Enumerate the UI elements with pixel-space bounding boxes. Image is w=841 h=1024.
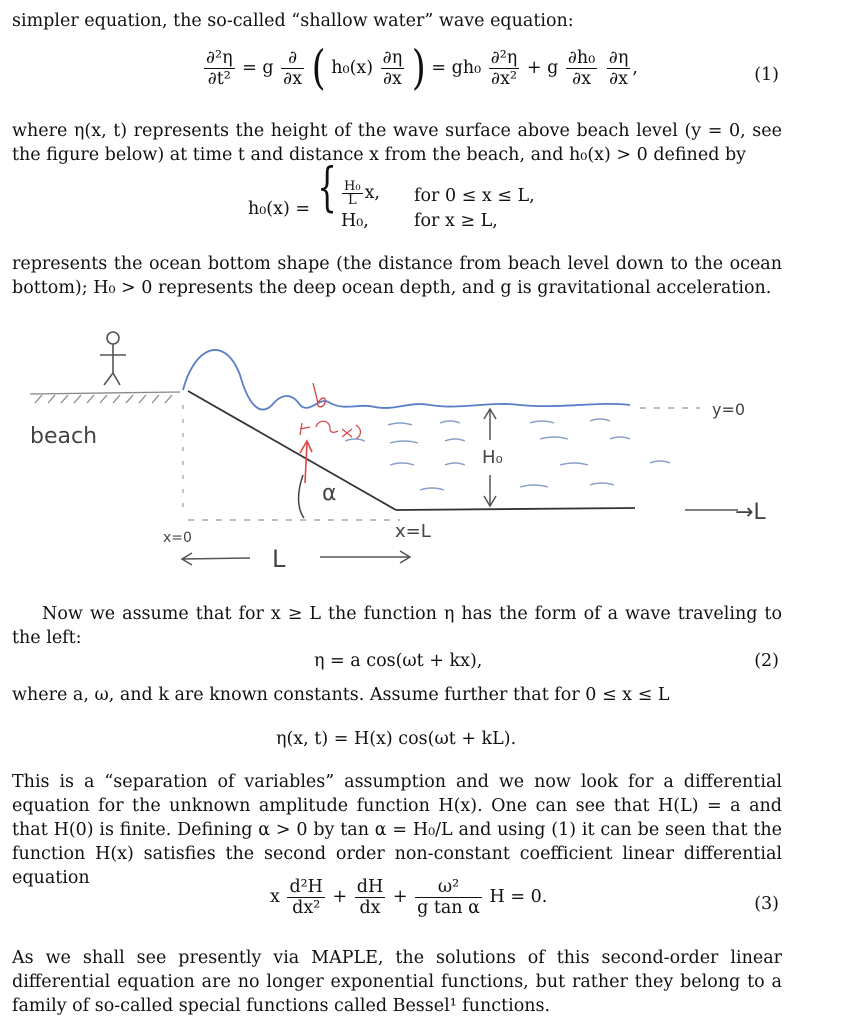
eq1-d: $\frac{\partial}{\partial x}$ (283, 48, 303, 89)
eq1-plus-g: + g (526, 58, 559, 78)
eq3-f3: $\frac{\text{ω²}}{\text{g tan α}}$ (417, 877, 480, 918)
y0-label: y=0 (712, 400, 746, 419)
eq1-eta: $\frac{\partial\eta}{\partial x}$ (382, 48, 403, 89)
para-bottom: represents the ocean bottom shape (the distance from beach level down to the ocean bottom); H₀ > 0 represents the deep ocean depth, and g is gravitational acceleration. (12, 254, 782, 298)
para-constants: where a, ω, and k are known constants. Assume further that for 0 ≤ x ≤ L (12, 685, 670, 705)
para-separation: This is a “separation of variables” assumption and we now look for a differential equation for the unknown amplitude function H(x). One can see that H(L) = a and that H(0) is finite. Defining α > 0 by tan α = H₀/L and using (1) it can be seen that the function H(x) satisfies the second order non-constant coefficient linear differential equation (12, 772, 782, 888)
eq3-f2: $\frac{dH}{dx}$ (356, 877, 384, 918)
L-bottom-label: L (272, 545, 286, 573)
piecewise-c1-tail: x, (364, 183, 380, 203)
eq2-text: η = a cos(ωt + kx), (314, 651, 483, 671)
para-maple: As we shall see presently via MAPLE, the solutions of this second-order linear differential equation are no longer exponential functions, but rather they belong to a family of so-called special functions called Bessel¹ functions. (12, 948, 782, 1016)
eq1-g: = g (242, 58, 274, 78)
x0-label: x=0 (163, 530, 192, 546)
piecewise-brace: { (317, 156, 337, 218)
eq1-de: $\frac{\partial\eta}{\partial x}$ (608, 48, 629, 89)
eq1-mid: = gh₀ (431, 58, 482, 78)
wave-surface (183, 350, 630, 410)
alpha-arc (299, 475, 304, 518)
eq3-tail: H = 0. (489, 887, 548, 907)
eq-sep-text: η(x, t) = H(x) cos(ωt + kL). (276, 729, 517, 749)
water-strokes (345, 419, 670, 490)
eq1-dh: $\frac{\text{∂h₀}}{\partial x}$ (567, 48, 596, 89)
eq1-number: (1) (754, 65, 779, 85)
sea-slope (188, 391, 396, 510)
beach-figure (0, 315, 841, 590)
beach-label: beach (30, 424, 98, 449)
eq1-comma: , (632, 58, 638, 78)
L-arrows (182, 551, 410, 565)
intro-line: simpler equation, the so-called “shallow water” wave equation: (12, 11, 574, 31)
piecewise-c2: H₀, (341, 211, 369, 231)
equation-1 (0, 41, 841, 104)
piecewise-c1-cond: for 0 ≤ x ≤ L, (414, 186, 535, 206)
eq3-plus1: + (332, 887, 348, 907)
eq3-number: (3) (754, 894, 779, 914)
alpha-label: α (322, 481, 337, 506)
sea-floor (396, 508, 635, 510)
eq3-f1: $\frac{\text{d²H}}{\text{dx²}}$ (289, 877, 323, 918)
xl-label: x=L (395, 521, 431, 542)
piecewise-c1-frac: $\frac{\text{H₀}}{L}$ (344, 179, 361, 208)
para-now: Now we assume that for x ≥ L the function η has the form of a wave traveling to the left: (12, 604, 782, 648)
stick-figure-icon (100, 332, 126, 385)
eq3-plus2: + (392, 887, 408, 907)
eq1-rparen: ) (411, 41, 426, 95)
para-where: where η(x, t) represents the height of the wave surface above beach level (y = 0, see the figure below) at time t and distance x from the beach, and h₀(x) > 0 defined by (12, 121, 782, 165)
eq1-h0x: h₀(x) (331, 58, 374, 78)
eq1-d2: $\frac{\text{∂²η}}{\text{∂x²}}$ (490, 48, 518, 89)
right-L-label: →L (735, 500, 766, 525)
eq1-lparen: ( (311, 41, 326, 95)
equation-3 (0, 877, 841, 933)
beach-hatching (30, 392, 180, 403)
eq2-number: (2) (754, 651, 779, 671)
piecewise-lhs: h₀(x) = (248, 199, 311, 219)
eq3-x: x (270, 887, 280, 907)
beach-sketch (0, 315, 841, 590)
piecewise-c2-cond: for x ≥ L, (414, 211, 498, 231)
eq1-lhs: $\frac{\text{∂²η}}{\text{∂t²}}$ (206, 48, 233, 89)
h-arrow (305, 443, 307, 483)
h0-label: H₀ (482, 447, 503, 468)
piecewise-h0 (0, 156, 841, 236)
